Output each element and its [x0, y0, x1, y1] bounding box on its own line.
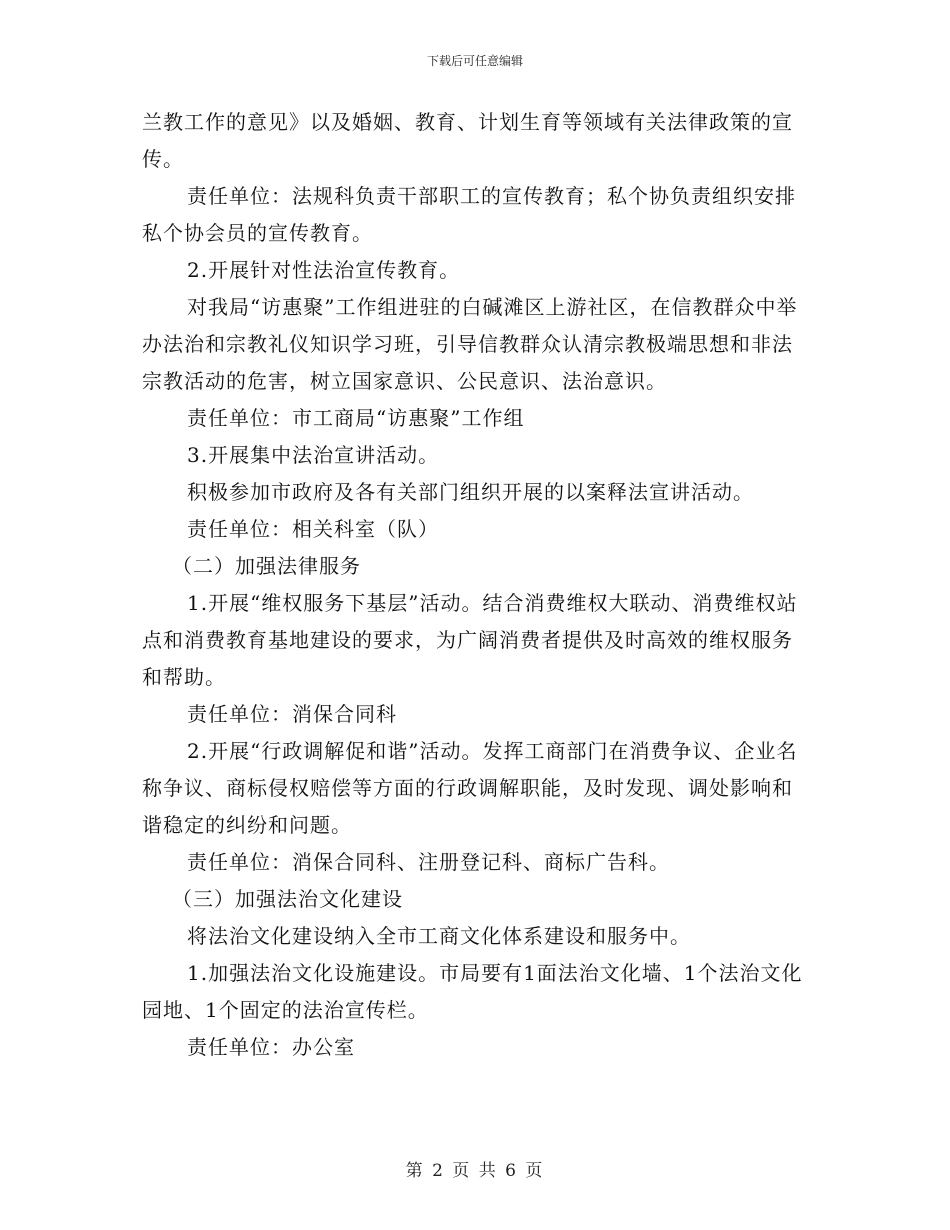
paragraph: 责任单位：消保合同科	[187, 702, 397, 726]
paragraph: 对我局“访惠聚”工作组进驻的白碱滩区上游社区，在信教群众中举办法治和宗教礼仪知识学习班，引导信教群众认清宗教极端思想和非法宗教活动的危害，树立国家意识、公民意识、法治意识。	[142, 295, 798, 393]
paragraph: 积极参加市政府及各有关部门组织开展的以案释法宣讲活动。	[187, 480, 754, 504]
paragraph: 将法治文化建设纳入全市工商文化体系建设和服务中。	[187, 924, 691, 948]
paragraph: 责任单位：相关科室（队）	[187, 517, 439, 541]
section-heading: （二）加强法律服务	[172, 554, 361, 578]
paragraph: 责任单位：市工商局“访惠聚”工作组	[187, 406, 525, 430]
section-heading: （三）加强法治文化建设	[172, 887, 403, 911]
paragraph: 责任单位：法规科负责干部职工的宣传教育；私个协负责组织安排私个协会员的宣传教育。	[142, 184, 796, 245]
paragraph: 1.开展“维权服务下基层”活动。结合消费维权大联动、消费维权站点和消费教育基地建设的要求，为广阔消费者提供及时高效的维权服务和帮助。	[142, 591, 798, 689]
paragraph: 2.开展针对性法治宣传教育。	[187, 258, 461, 282]
document-body	[142, 104, 810, 1066]
paragraph: 责任单位：办公室	[187, 1035, 355, 1059]
paragraph: 2.开展“行政调解促和谐”活动。发挥工商部门在消费争议、企业名称争议、商标侵权赔偿等方面的行政调解职能，及时发现、调处影响和谐稳定的纠纷和问题。	[142, 739, 798, 837]
page-header: 下载后可任意编辑	[426, 54, 523, 68]
paragraph: 3.开展集中法治宣讲活动。	[187, 443, 440, 467]
page-footer: 第 2 页 共 6 页	[405, 1161, 545, 1181]
paragraph: 兰教工作的意见》以及婚姻、教育、计划生育等领域有关法律政策的宣传。	[142, 110, 793, 171]
paragraph: 1.加强法治文化设施建设。市局要有1面法治文化墙、1个法治文化园地、1个固定的法治宣传栏。	[142, 961, 803, 1022]
paragraph: 责任单位：消保合同科、注册登记科、商标广告科。	[187, 850, 670, 874]
